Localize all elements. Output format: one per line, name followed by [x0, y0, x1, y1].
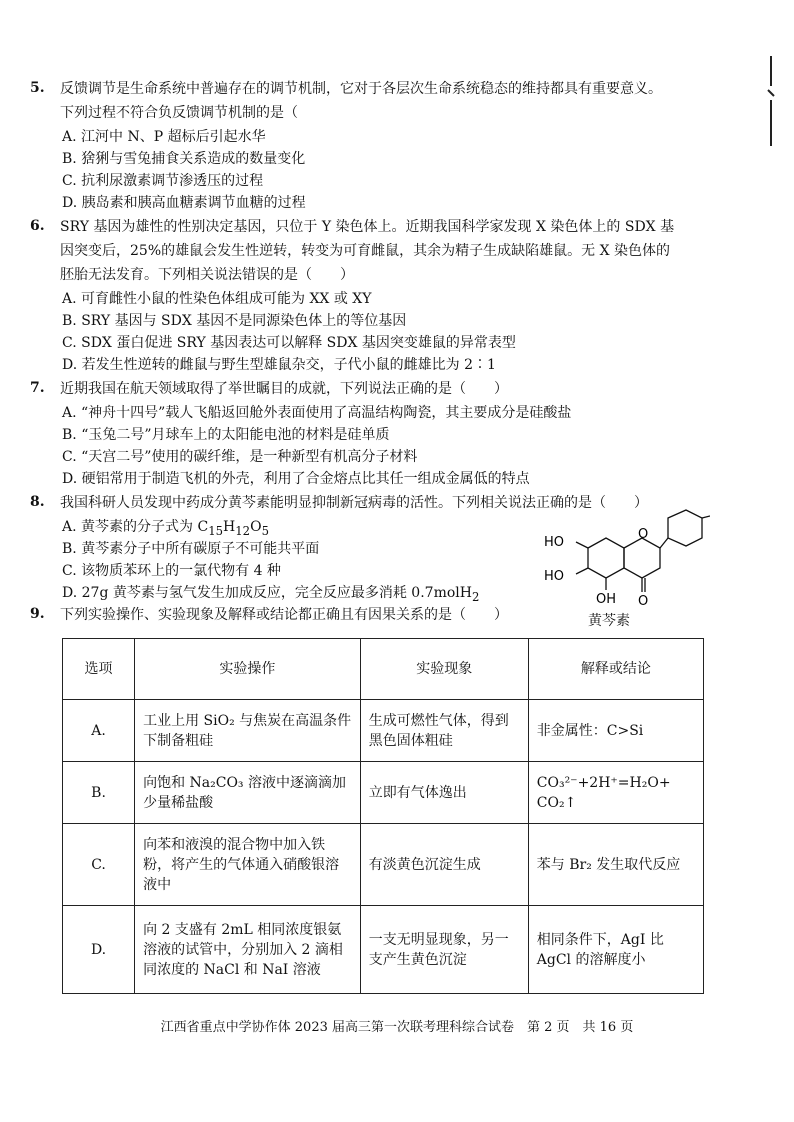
- header-conclusion: 解释或结论: [528, 639, 703, 700]
- question-stem: SRY 基因为雄性的性别决定基因，只位于 Y 染色体上。近期我国科学家发现 X 染色体上的 SDX 基: [60, 219, 675, 235]
- option-a: A. 黄芩素的分子式为 $C_{15}H_{12}O_5$: [62, 519, 269, 538]
- cell-conclusion: 苯与 Br₂ 发生取代反应: [528, 824, 703, 906]
- question-number: 9.: [30, 606, 45, 622]
- header-option: 选项: [63, 639, 135, 700]
- question-stem: 下列过程不符合负反馈调节机制的是（: [60, 105, 298, 121]
- question-stem: 下列实验操作、实验现象及解释或结论都正确且有因果关系的是（ ）: [60, 607, 508, 623]
- cell-conclusion: CO₃²⁻+2H⁺=H₂O+ CO₂↑: [528, 762, 703, 824]
- cell-option: D.: [63, 906, 135, 994]
- question-stem: 因突变后，25%的雄鼠会发生性逆转，转变为可育雌鼠，其余为精子生成缺陷雄鼠。无 X 染色体的: [60, 243, 670, 259]
- option-d: D. 硬铝常用于制造飞机的外壳，利用了合金熔点比其任一组成金属低的特点: [62, 471, 530, 487]
- mol-group-carbonyl-o: O: [638, 594, 649, 609]
- option-b: B. 黄芩素分子中所有碳原子不可能共平面: [62, 541, 320, 557]
- question-stem: 近期我国在航天领域取得了举世瞩目的成就，下列说法正确的是（ ）: [60, 381, 508, 397]
- option-c: C. “天宫二号”使用的碳纤维，是一种新型有机高分子材料: [62, 449, 418, 465]
- table-row: [63, 824, 704, 906]
- option-d: D. 胰岛素和胰高血糖素调节血糖的过程: [62, 195, 306, 211]
- option-c: C. 抗利尿激素调节渗透压的过程: [62, 173, 264, 189]
- table-row: [63, 906, 704, 994]
- mol-group-ho-2: HO: [544, 569, 565, 584]
- option-a: A. 江河中 N、P 超标后引起水华: [62, 129, 266, 145]
- cell-conclusion: 非金属性：C>Si: [528, 700, 703, 762]
- question-number: 5.: [30, 80, 45, 96]
- option-d: D. 27g 黄芩素与氢气发生加成反应，完全反应最多消耗 0.7molH$_2$: [62, 585, 480, 604]
- option-c: C. SDX 蛋白促进 SRY 基因表达可以解释 SDX 基因突变雄鼠的异常表型: [62, 335, 516, 351]
- mol-group-oh: OH: [596, 592, 617, 607]
- mol-group-ho-1: HO: [544, 535, 565, 550]
- question-stem: 胚胎无法发育。下列相关说法错误的是（ ）: [60, 267, 354, 283]
- cell-operation: 向 2 支盛有 2mL 相同浓度银氨溶液的试管中，分别加入 2 滴相同浓度的 NaCl 和 NaI 溶液: [135, 906, 361, 994]
- scan-edge-mark: [766, 56, 776, 146]
- mol-group-ring-o: O: [638, 527, 649, 542]
- table-header-row: [63, 639, 704, 700]
- option-a: A. “神舟十四号”载人飞船返回舱外表面使用了高温结构陶瓷，其主要成分是硅酸盐: [62, 405, 572, 421]
- option-b: B. “玉兔二号”月球车上的太阳能电池的材料是硅单质: [62, 427, 390, 443]
- structure-caption: 黄芩素: [588, 613, 630, 629]
- question-number: 6.: [30, 218, 45, 234]
- cell-phenomenon: 立即有气体逸出: [360, 762, 528, 824]
- question-stem: 反馈调节是生命系统中普遍存在的调节机制，它对于各层次生命系统稳态的维持都具有重要意义。: [60, 81, 662, 97]
- cell-operation: 向苯和液溴的混合物中加入铁粉，将产生的气体通入硝酸银溶液中: [135, 824, 361, 906]
- header-phenomenon: 实验现象: [360, 639, 528, 700]
- option-b: B. SRY 基因与 SDX 基因不是同源染色体上的等位基因: [62, 313, 407, 329]
- option-a: A. 可育雌性小鼠的性染色体组成可能为 XX 或 XY: [62, 291, 372, 307]
- cell-option: B.: [63, 762, 135, 824]
- page-footer: 江西省重点中学协作体 2023 届高三第一次联考理科综合试卷 第 2 页 共 16 页: [160, 1020, 634, 1035]
- question-number: 8.: [30, 494, 45, 510]
- question-number: 7.: [30, 380, 45, 396]
- cell-phenomenon: 一支无明显现象，另一支产生黄色沉淀: [360, 906, 528, 994]
- option-d: D. 若发生性逆转的雌鼠与野生型雄鼠杂交，子代小鼠的雌雄比为 2∶1: [62, 357, 496, 373]
- cell-option: C.: [63, 824, 135, 906]
- question-stem: 我国科研人员发现中药成分黄芩素能明显抑制新冠病毒的活性。下列相关说法正确的是（ ）: [60, 495, 648, 511]
- cell-phenomenon: 生成可燃性气体，得到黑色固体粗硅: [360, 700, 528, 762]
- experiment-table: [62, 638, 704, 994]
- header-operation: 实验操作: [135, 639, 361, 700]
- option-b: B. 猞猁与雪兔捕食关系造成的数量变化: [62, 151, 306, 167]
- option-c: C. 该物质苯环上的一氯代物有 4 种: [62, 563, 281, 579]
- table-row: [63, 762, 704, 824]
- cell-conclusion: 相同条件下，AgI 比 AgCl 的溶解度小: [528, 906, 703, 994]
- cell-operation: 向饱和 Na₂CO₃ 溶液中逐滴滴加少量稀盐酸: [135, 762, 361, 824]
- table-row: [63, 700, 704, 762]
- cell-phenomenon: 有淡黄色沉淀生成: [360, 824, 528, 906]
- cell-operation: 工业上用 SiO₂ 与焦炭在高温条件下制备粗硅: [135, 700, 361, 762]
- cell-option: A.: [63, 700, 135, 762]
